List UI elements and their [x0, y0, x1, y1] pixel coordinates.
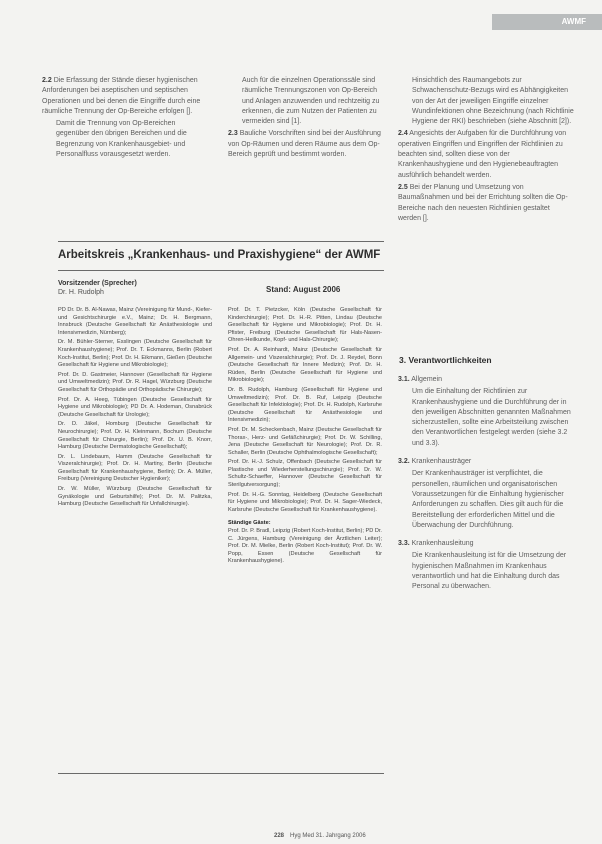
top-middle-column: [228, 76, 382, 162]
article-title-rule: [58, 270, 384, 271]
article-bottom-rule: [58, 773, 384, 774]
member-entry: Prof. Dr. H.-G. Sonntag, Heidelberg (Deutsche Gesellschaft für Hygiene und Mikrobiologie); Prof. Dr. H. Sager-Wiedeck, Karlsruhe (Deutsche Gesellschaft für Krankenhaushygiene).: [228, 491, 382, 513]
permanent-guests-block: [228, 520, 382, 566]
members-column-2: [228, 307, 382, 568]
paragraph-2-2-cont: Damit die Trennung von Op-Bereichen gegenüber den übrigen Bereichen und die Begrenzung von Krankenhausgebiet- und Personalfluss vorausgesetzt werden.: [56, 120, 187, 159]
permanent-guests-text: Prof. Dr. P. Bradl, Leipzig (Robert Koch-Institut, Berlin); PD Dr. C. Jürgens, Hamburg (Vereinigung der Ärztlichen Leiter); Prof. Dr. M. Mielke, Berlin (Robert Koch-Institut); Prof. Dr. W. Popp, Essen (Deutsche Gesellschaft für Krankenhaushygiene).: [228, 528, 382, 565]
item-3-3-text: Die Krankenhausleitung ist für die Umsetzung der hygienischen Maßnahmen im Krankenhaus verantwortlich und hat die Einhaltung durch das Personal zu überwachen.: [412, 552, 567, 591]
paragraph-2-3-tail: Hinsichtlich des Raumangebots zur Schwachenschutz-Bezugs wird es Abhängigkeiten von der Art der jeweiligen Eingriffe einzelner Wundinfektionen ohne Bezeichnung (nach Richtlinie Hygiene der RKI) beschrieben (siehe Abschnitt [2]).: [412, 77, 574, 126]
section-3-body: [398, 375, 574, 595]
item-3-3-heading: 3.3. Krankenhausleitung: [398, 540, 474, 548]
item-3-2-heading: 3.2. Krankenhausträger: [398, 458, 472, 466]
stand-date: Stand: August 2006: [266, 285, 341, 294]
page-number: 228: [274, 833, 285, 839]
paragraph-2-4: 2.4 Angesichts der Aufgaben für die Durchführung von operativen Eingriffen und Eingriffen der Richtlinien zu beachten sind, sollten diese von der Krankenhaushygiene und den Hygienebeauftragten ausführlich behandelt werden.: [398, 130, 567, 179]
member-entry: Dr. D. Jäkel, Homburg (Deutsche Gesellschaft für Neurochirurgie); Prof. Dr. H. Kleinmann, Bochum (Deutsche Gesellschaft für Chirurgie, Berlin); Prof. Dr. U. B. Knorr, Hamburg (Deutsche Dermatologische Gesellschaft);: [58, 421, 212, 451]
paragraph-2-2-tail: Auch für die einzelnen Operationssäle sind räumliche Trennungszonen von Op-Bereich und Anlagen anzuwenden und rechtzeitig zu erkennen, die zum Nutzen der Patienten zu vermeiden sind [1].: [242, 77, 380, 126]
paragraph-2-5: 2.5 Bei der Planung und Umsetzung von Baumaßnahmen und bei der Errichtung sollten die Op-Bereiche nach den neuesten Richtlinien gestaltet werden [].: [398, 183, 568, 222]
item-3-1-text: Um die Einhaltung der Richtlinien zur Krankenhaushygiene und die Durchführung der in den jeweiligen Abschnitten genannten Maßnahmen sicherzustellen, sollte eine Arbeitsteilung zwischen den Verantwortlichen festgelegt werden (siehe 3.2 und 3.3).: [412, 388, 571, 447]
member-entry: Dr. L. Lindebaum, Hamm (Deutsche Gesellschaft für Viszeralchirurgie); Prof. Dr. H. Martiny, Berlin (Deutsche Gesellschaft für Krankenhaushygiene, Berlin); Dr. A. Müller, Freiburg (Vereinigung Deutscher Hygieniker);: [58, 453, 212, 483]
top-left-column: [42, 76, 208, 162]
member-entry: Dr. W. Müller, Würzburg (Deutsche Gesellschaft für Gynäkologie und Geburtshilfe); Prof. Dr. M. Palitzka, Hamburg (Deutsche Gesellschaft für Unfallchirurgie).: [58, 486, 212, 508]
item-3-2-text: Der Krankenhausträger ist verpflichtet, die personellen, räumlichen und organisatorischen Voraussetzungen für die Einhaltung hygienischer Anforderungen zu schaffen. Dies gilt auch für die Bereitstellung der erforderlichen Mittel und die Überwachung der Durchführung.: [412, 470, 564, 529]
chair-name: Dr. H. Rudolph: [58, 289, 104, 296]
member-entry: Prof. Dr. H.-J. Schulz, Offenbach (Deutsche Gesellschaft für Plastische und Wiederherstellungschirurgie); Prof. Dr. W. Schultz-Schaeffer, Hannover (Deutsche Gesellschaft für Sterilgutversorgung);: [228, 459, 382, 489]
top-right-column: [398, 76, 574, 226]
paragraph-2-2: 2.2 Die Erfassung der Stände dieser hygienischen Anforderungen bei aseptischen und septischen Operationen und bei denen die Eingriffe durch eine räumliche Trennung der Op-Bereiche erfolgen [].: [42, 77, 201, 115]
section-tab: AWMF: [492, 14, 602, 30]
chair-label: Vorsitzender (Sprecher): [58, 280, 137, 287]
article-title: Arbeitskreis „Krankenhaus- und Praxishygiene“ der AWMF: [58, 249, 381, 261]
members-column-1: [58, 307, 212, 511]
member-entry: PD Dr. Dr. B. Al-Nawas, Mainz (Vereinigung für Mund-, Kiefer- und Gesichtschirurgie e.V., Mainz; Dr. H. Bergmann, Innsbruck (Deutsche Gesellschaft für Anästhesiologie und Intensivmedizin, Nürnberg);: [58, 307, 212, 336]
member-entry: Dr. B. Rudolph, Hamburg (Gesellschaft für Hygiene und Umweltmedizin); Prof. Dr. B. Ruf, Leipzig (Deutsche Gesellschaft für Infektiologie); Prof. Dr. H. Rudolph, Karlsruhe (Deutsche Gesellschaft für Anästhesiologie und Intensivmedizin);: [228, 386, 382, 424]
member-entry: Prof. Dr. T. Pietzcker, Köln (Deutsche Gesellschaft für Kinderchirurgie); Prof. Dr. H.-R. Pitten, Lindau (Deutsche Gesellschaft für Hygiene und Mikrobiologie); Prof. Dr. H. Pfister, Freiburg (Deutsche Gesellschaft für Hals-Nasen-Ohren-Heilkunde, Kopf- und Hals-Chirurgie);: [228, 307, 382, 344]
chair-block: [58, 279, 137, 297]
journal-name: Hyg Med 31. Jahrgang 2006: [290, 833, 366, 839]
member-entry: Prof. Dr. A. Reinhardt, Mainz (Deutsche Gesellschaft für Allgemein- und Viszeralchirurgie); Prof. Dr. J. Reydel, Bonn (Deutsche Gesellschaft für Innere Medizin); Prof. Dr. H. Rüden, Berlin (Deutsche Gesellschaft für Hygiene und Mikrobiologie);: [228, 346, 382, 384]
paragraph-2-3: 2.3 Bauliche Vorschriften sind bei der Ausführung von Op-Räumen und deren Räume aus dem Op-Bereich geprüft und bestimmt worden.: [228, 130, 381, 159]
member-entry: Prof. Dr. A. Heeg, Tübingen (Deutsche Gesellschaft für Hygiene und Mikrobiologie); PD Dr. A. Hodeman, Osnabrück (Deutsche Gesellschaft für Urologie);: [58, 396, 212, 418]
permanent-guests-label: Ständige Gäste:: [228, 520, 271, 527]
article-top-rule: [58, 241, 384, 242]
member-entry: Dr. M. Bühler-Sterner, Esslingen (Deutsche Gesellschaft für Krankenhaushygiene); Prof. Dr. T. Eckmanns, Berlin (Robert Koch-Institut, Berlin); Prof. Dr. H. Eikmann, Gießen (Deutsche Gesellschaft für Hygiene und Mikrobiologie);: [58, 339, 212, 369]
section-3-title: 3. Verantwortlichkeiten: [399, 355, 492, 365]
member-entry: Prof. Dr. D. Gastmeier, Hannover (Gesellschaft für Hygiene und Umweltmedizin); Prof. Dr. R. Hagel, Würzburg (Deutsche Gesellschaft für Orthopädie und Orthopädische Chirurgie);: [58, 371, 212, 393]
member-entry: Prof. Dr. M. Scheckenbach, Mainz (Deutsche Gesellschaft für Thorax-, Herz- und Gefäßchirurgie); Prof. Dr. W. Schilling, Jena (Deutsche Gesellschaft für Neurologie); Prof. Dr. R. Schaller, Berlin (Deutsche Ophthalmologische Gesellschaft);: [228, 426, 382, 456]
item-3-1-heading: 3.1. Allgemein: [398, 376, 442, 383]
